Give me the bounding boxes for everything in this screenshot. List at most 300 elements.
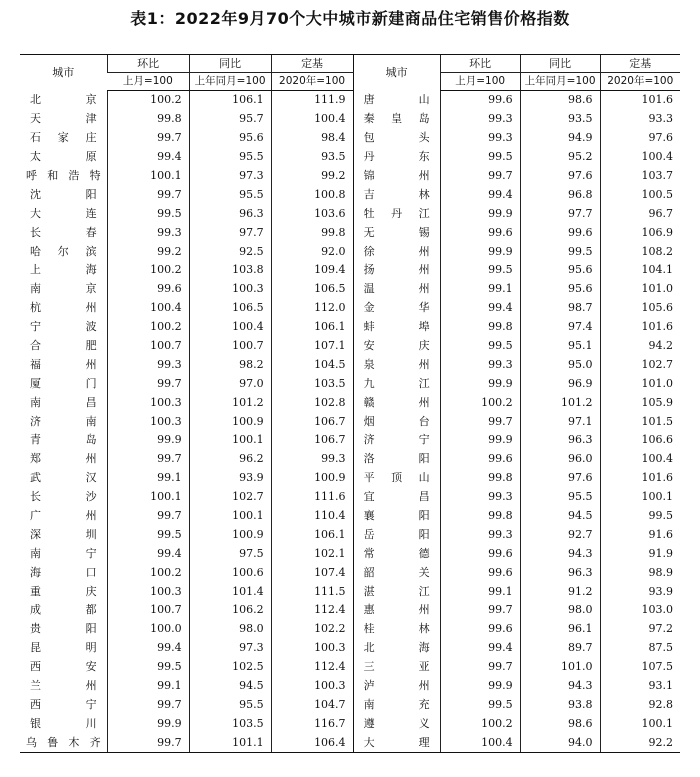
right-mom-cell: 99.8 bbox=[440, 318, 520, 337]
right-base-cell: 104.1 bbox=[600, 261, 680, 280]
table-row bbox=[20, 582, 680, 601]
right-yoy-cell: 97.6 bbox=[520, 469, 600, 488]
right-yoy-cell: 94.5 bbox=[520, 507, 600, 526]
left-yoy-cell: 95.5 bbox=[189, 148, 271, 167]
right-base-cell: 106.9 bbox=[600, 223, 680, 242]
table-body bbox=[20, 91, 680, 753]
left-city-cell: 北京 bbox=[30, 93, 97, 107]
right-mom-cell: 99.7 bbox=[440, 601, 520, 620]
left-base-cell: 99.2 bbox=[271, 167, 353, 186]
left-mom-cell: 99.3 bbox=[107, 223, 189, 242]
yoy-base-right: 上年同月=100 bbox=[520, 73, 600, 91]
right-yoy-cell: 97.6 bbox=[520, 167, 600, 186]
right-mom-cell: 99.5 bbox=[440, 148, 520, 167]
table-row bbox=[20, 412, 680, 431]
city-header-left: 城市 bbox=[20, 55, 107, 91]
right-yoy-cell: 98.6 bbox=[520, 714, 600, 733]
right-city-cell: 湛江 bbox=[353, 582, 440, 601]
left-mom-cell: 100.3 bbox=[107, 393, 189, 412]
right-base-cell: 103.0 bbox=[600, 601, 680, 620]
table-row bbox=[20, 242, 680, 261]
right-city-cell: 大理 bbox=[353, 733, 440, 752]
left-mom-cell: 100.7 bbox=[107, 601, 189, 620]
right-city-cell: 烟台 bbox=[353, 412, 440, 431]
right-yoy-cell: 96.8 bbox=[520, 185, 600, 204]
left-mom-cell: 99.7 bbox=[107, 185, 189, 204]
left-city-cell: 兰州 bbox=[30, 679, 97, 693]
table-row bbox=[20, 639, 680, 658]
left-yoy-cell: 101.1 bbox=[189, 733, 271, 752]
left-mom-cell: 99.4 bbox=[107, 148, 189, 167]
right-base-cell: 92.2 bbox=[600, 733, 680, 752]
left-mom-cell: 99.8 bbox=[107, 110, 189, 129]
right-mom-cell: 99.7 bbox=[440, 412, 520, 431]
right-base-cell: 102.7 bbox=[600, 355, 680, 374]
right-city-cell: 无锡 bbox=[353, 223, 440, 242]
left-yoy-cell: 100.1 bbox=[189, 431, 271, 450]
base-base-left: 2020年=100 bbox=[271, 73, 353, 91]
right-yoy-cell: 97.1 bbox=[520, 412, 600, 431]
right-mom-cell: 99.8 bbox=[440, 469, 520, 488]
right-base-cell: 91.6 bbox=[600, 525, 680, 544]
left-base-cell: 112.4 bbox=[271, 658, 353, 677]
left-yoy-cell: 101.4 bbox=[189, 582, 271, 601]
right-base-cell: 93.1 bbox=[600, 677, 680, 696]
right-base-cell: 101.0 bbox=[600, 374, 680, 393]
table-row bbox=[20, 544, 680, 563]
right-mom-cell: 99.9 bbox=[440, 242, 520, 261]
left-mom-cell: 99.7 bbox=[107, 374, 189, 393]
right-city-cell: 金华 bbox=[353, 299, 440, 318]
left-city-cell: 沈阳 bbox=[30, 187, 97, 201]
right-city-cell: 徐州 bbox=[353, 242, 440, 261]
left-base-cell: 100.3 bbox=[271, 639, 353, 658]
left-city-cell: 长春 bbox=[30, 225, 97, 239]
right-mom-cell: 99.3 bbox=[440, 110, 520, 129]
right-city-cell: 九江 bbox=[353, 374, 440, 393]
table-row bbox=[20, 677, 680, 696]
left-city-cell: 成都 bbox=[30, 603, 97, 617]
left-yoy-cell: 101.2 bbox=[189, 393, 271, 412]
right-city-cell: 济宁 bbox=[353, 431, 440, 450]
left-city-cell: 石家庄 bbox=[30, 131, 97, 145]
table-row bbox=[20, 110, 680, 129]
right-city-cell: 泉州 bbox=[353, 355, 440, 374]
right-mom-cell: 99.3 bbox=[440, 355, 520, 374]
left-mom-cell: 99.4 bbox=[107, 544, 189, 563]
right-mom-cell: 99.6 bbox=[440, 563, 520, 582]
table-row bbox=[20, 374, 680, 393]
right-city-cell: 洛阳 bbox=[353, 450, 440, 469]
table-row bbox=[20, 431, 680, 450]
right-yoy-cell: 93.8 bbox=[520, 696, 600, 715]
right-mom-cell: 99.1 bbox=[440, 280, 520, 299]
right-mom-cell: 99.7 bbox=[440, 658, 520, 677]
left-base-cell: 99.3 bbox=[271, 450, 353, 469]
left-yoy-cell: 103.8 bbox=[189, 261, 271, 280]
right-mom-cell: 99.8 bbox=[440, 507, 520, 526]
left-base-cell: 112.4 bbox=[271, 601, 353, 620]
left-city-cell: 太原 bbox=[30, 150, 97, 164]
right-base-cell: 99.5 bbox=[600, 507, 680, 526]
table-row bbox=[20, 185, 680, 204]
left-base-cell: 107.4 bbox=[271, 563, 353, 582]
left-base-cell: 106.1 bbox=[271, 525, 353, 544]
table-row bbox=[20, 658, 680, 677]
right-yoy-cell: 96.3 bbox=[520, 563, 600, 582]
left-city-cell: 宁波 bbox=[30, 320, 97, 334]
left-base-cell: 93.5 bbox=[271, 148, 353, 167]
left-yoy-cell: 97.3 bbox=[189, 639, 271, 658]
left-yoy-cell: 97.5 bbox=[189, 544, 271, 563]
right-mom-cell: 99.3 bbox=[440, 525, 520, 544]
right-mom-cell: 100.2 bbox=[440, 393, 520, 412]
left-base-cell: 102.2 bbox=[271, 620, 353, 639]
left-yoy-cell: 100.7 bbox=[189, 337, 271, 356]
right-base-cell: 100.4 bbox=[600, 450, 680, 469]
left-yoy-cell: 96.2 bbox=[189, 450, 271, 469]
left-yoy-cell: 92.5 bbox=[189, 242, 271, 261]
table-row bbox=[20, 167, 680, 186]
right-yoy-cell: 92.7 bbox=[520, 525, 600, 544]
right-base-cell: 91.9 bbox=[600, 544, 680, 563]
left-mom-cell: 99.3 bbox=[107, 355, 189, 374]
right-mom-cell: 99.9 bbox=[440, 677, 520, 696]
table-row bbox=[20, 318, 680, 337]
right-yoy-cell: 95.5 bbox=[520, 488, 600, 507]
right-yoy-cell: 95.6 bbox=[520, 261, 600, 280]
table-row bbox=[20, 714, 680, 733]
price-index-table bbox=[20, 54, 680, 753]
left-mom-cell: 100.2 bbox=[107, 261, 189, 280]
left-base-cell: 104.5 bbox=[271, 355, 353, 374]
left-mom-cell: 99.6 bbox=[107, 280, 189, 299]
right-base-cell: 92.8 bbox=[600, 696, 680, 715]
table-row bbox=[20, 469, 680, 488]
left-base-cell: 111.5 bbox=[271, 582, 353, 601]
table-row bbox=[20, 204, 680, 223]
right-yoy-cell: 94.0 bbox=[520, 733, 600, 752]
left-base-cell: 110.4 bbox=[271, 507, 353, 526]
right-city-cell: 温州 bbox=[353, 280, 440, 299]
left-mom-cell: 100.1 bbox=[107, 488, 189, 507]
right-city-cell: 泸州 bbox=[353, 677, 440, 696]
left-yoy-cell: 97.0 bbox=[189, 374, 271, 393]
left-city-cell: 合肥 bbox=[30, 339, 97, 353]
right-city-cell: 韶关 bbox=[353, 563, 440, 582]
left-yoy-cell: 106.5 bbox=[189, 299, 271, 318]
table-row bbox=[20, 488, 680, 507]
right-city-cell: 桂林 bbox=[353, 620, 440, 639]
left-city-cell: 重庆 bbox=[30, 584, 97, 598]
left-base-cell: 112.0 bbox=[271, 299, 353, 318]
mom-base-right: 上月=100 bbox=[440, 73, 520, 91]
right-mom-cell: 99.5 bbox=[440, 261, 520, 280]
left-base-cell: 102.1 bbox=[271, 544, 353, 563]
right-yoy-cell: 96.9 bbox=[520, 374, 600, 393]
left-city-cell: 杭州 bbox=[30, 301, 97, 315]
left-base-cell: 106.1 bbox=[271, 318, 353, 337]
right-city-cell: 赣州 bbox=[353, 393, 440, 412]
right-city-cell: 遵义 bbox=[353, 714, 440, 733]
right-base-cell: 96.7 bbox=[600, 204, 680, 223]
table-row bbox=[20, 563, 680, 582]
right-base-cell: 101.6 bbox=[600, 469, 680, 488]
left-yoy-cell: 97.3 bbox=[189, 167, 271, 186]
left-city-cell: 乌鲁木齐 bbox=[20, 733, 107, 752]
right-base-cell: 105.9 bbox=[600, 393, 680, 412]
left-city-cell: 郑州 bbox=[30, 452, 97, 466]
left-city-cell: 上海 bbox=[30, 263, 97, 277]
right-city-cell: 平顶山 bbox=[353, 469, 440, 488]
right-city-cell: 牡丹江 bbox=[353, 204, 440, 223]
right-base-cell: 87.5 bbox=[600, 639, 680, 658]
right-city-cell: 蚌埠 bbox=[353, 318, 440, 337]
right-mom-cell: 99.3 bbox=[440, 129, 520, 148]
left-mom-cell: 99.1 bbox=[107, 469, 189, 488]
right-base-cell: 106.6 bbox=[600, 431, 680, 450]
left-city-cell: 银川 bbox=[30, 716, 97, 730]
right-yoy-cell: 98.0 bbox=[520, 601, 600, 620]
left-yoy-cell: 93.9 bbox=[189, 469, 271, 488]
left-mom-cell: 99.7 bbox=[107, 733, 189, 752]
right-city-cell: 三亚 bbox=[353, 658, 440, 677]
base-header-right: 定基 bbox=[600, 55, 680, 73]
left-base-cell: 100.4 bbox=[271, 110, 353, 129]
right-mom-cell: 99.3 bbox=[440, 488, 520, 507]
right-mom-cell: 99.6 bbox=[440, 223, 520, 242]
right-city-cell: 南充 bbox=[353, 696, 440, 715]
table-title: 表1：2022年9月70个大中城市新建商品住宅销售价格指数 bbox=[130, 9, 570, 28]
right-city-cell: 北海 bbox=[353, 639, 440, 658]
right-city-cell: 吉林 bbox=[353, 185, 440, 204]
left-yoy-cell: 106.2 bbox=[189, 601, 271, 620]
left-base-cell: 103.5 bbox=[271, 374, 353, 393]
left-yoy-cell: 96.3 bbox=[189, 204, 271, 223]
right-mom-cell: 99.6 bbox=[440, 91, 520, 110]
left-city-cell: 海口 bbox=[30, 565, 97, 579]
left-city-cell: 福州 bbox=[30, 357, 97, 371]
left-city-cell: 深圳 bbox=[30, 527, 97, 541]
right-yoy-cell: 101.0 bbox=[520, 658, 600, 677]
right-yoy-cell: 89.7 bbox=[520, 639, 600, 658]
right-mom-cell: 99.7 bbox=[440, 167, 520, 186]
left-base-cell: 102.8 bbox=[271, 393, 353, 412]
table-row bbox=[20, 355, 680, 374]
left-mom-cell: 99.7 bbox=[107, 450, 189, 469]
left-yoy-cell: 94.5 bbox=[189, 677, 271, 696]
left-mom-cell: 100.1 bbox=[107, 167, 189, 186]
right-yoy-cell: 91.2 bbox=[520, 582, 600, 601]
right-base-cell: 98.9 bbox=[600, 563, 680, 582]
right-mom-cell: 99.5 bbox=[440, 337, 520, 356]
left-city-cell: 贵阳 bbox=[30, 622, 97, 636]
right-yoy-cell: 98.7 bbox=[520, 299, 600, 318]
left-city-cell: 武汉 bbox=[30, 471, 97, 485]
right-mom-cell: 99.4 bbox=[440, 299, 520, 318]
table-row bbox=[20, 733, 680, 752]
left-yoy-cell: 100.3 bbox=[189, 280, 271, 299]
left-yoy-cell: 95.6 bbox=[189, 129, 271, 148]
left-mom-cell: 99.7 bbox=[107, 129, 189, 148]
right-city-cell: 锦州 bbox=[353, 167, 440, 186]
table-row bbox=[20, 601, 680, 620]
right-mom-cell: 99.9 bbox=[440, 204, 520, 223]
right-yoy-cell: 94.9 bbox=[520, 129, 600, 148]
left-city-cell: 天津 bbox=[30, 112, 97, 126]
right-yoy-cell: 95.1 bbox=[520, 337, 600, 356]
base-base-right: 2020年=100 bbox=[600, 73, 680, 91]
table-row bbox=[20, 261, 680, 280]
left-city-cell: 昆明 bbox=[30, 641, 97, 655]
left-yoy-cell: 102.7 bbox=[189, 488, 271, 507]
left-city-cell: 西安 bbox=[30, 660, 97, 674]
right-city-cell: 宜昌 bbox=[353, 488, 440, 507]
left-base-cell: 106.5 bbox=[271, 280, 353, 299]
left-mom-cell: 99.1 bbox=[107, 677, 189, 696]
right-city-cell: 常德 bbox=[353, 544, 440, 563]
right-yoy-cell: 95.6 bbox=[520, 280, 600, 299]
left-mom-cell: 99.5 bbox=[107, 204, 189, 223]
right-base-cell: 101.5 bbox=[600, 412, 680, 431]
right-base-cell: 103.7 bbox=[600, 167, 680, 186]
right-mom-cell: 99.5 bbox=[440, 696, 520, 715]
mom-header-right: 环比 bbox=[440, 55, 520, 73]
right-base-cell: 101.6 bbox=[600, 318, 680, 337]
left-base-cell: 109.4 bbox=[271, 261, 353, 280]
left-yoy-cell: 100.4 bbox=[189, 318, 271, 337]
right-base-cell: 100.1 bbox=[600, 488, 680, 507]
left-mom-cell: 100.2 bbox=[107, 318, 189, 337]
left-mom-cell: 99.4 bbox=[107, 639, 189, 658]
left-yoy-cell: 100.9 bbox=[189, 412, 271, 431]
right-city-cell: 岳阳 bbox=[353, 525, 440, 544]
yoy-base-left: 上年同月=100 bbox=[189, 73, 271, 91]
right-base-cell: 100.5 bbox=[600, 185, 680, 204]
left-base-cell: 111.9 bbox=[271, 91, 353, 110]
right-base-cell: 93.9 bbox=[600, 582, 680, 601]
left-mom-cell: 100.2 bbox=[107, 91, 189, 110]
right-city-cell: 惠州 bbox=[353, 601, 440, 620]
left-yoy-cell: 106.1 bbox=[189, 91, 271, 110]
table-row bbox=[20, 507, 680, 526]
right-yoy-cell: 95.2 bbox=[520, 148, 600, 167]
left-base-cell: 92.0 bbox=[271, 242, 353, 261]
left-yoy-cell: 95.5 bbox=[189, 185, 271, 204]
right-base-cell: 108.2 bbox=[600, 242, 680, 261]
table-row bbox=[20, 696, 680, 715]
left-mom-cell: 100.2 bbox=[107, 563, 189, 582]
right-yoy-cell: 98.6 bbox=[520, 91, 600, 110]
right-base-cell: 105.6 bbox=[600, 299, 680, 318]
right-mom-cell: 99.4 bbox=[440, 639, 520, 658]
left-yoy-cell: 103.5 bbox=[189, 714, 271, 733]
yoy-header-left: 同比 bbox=[189, 55, 271, 73]
left-base-cell: 98.4 bbox=[271, 129, 353, 148]
left-base-cell: 104.7 bbox=[271, 696, 353, 715]
right-yoy-cell: 97.4 bbox=[520, 318, 600, 337]
left-mom-cell: 99.9 bbox=[107, 714, 189, 733]
left-mom-cell: 99.5 bbox=[107, 658, 189, 677]
right-yoy-cell: 99.6 bbox=[520, 223, 600, 242]
right-mom-cell: 99.6 bbox=[440, 544, 520, 563]
right-base-cell: 100.4 bbox=[600, 148, 680, 167]
city-header-right: 城市 bbox=[353, 55, 440, 91]
left-base-cell: 99.8 bbox=[271, 223, 353, 242]
right-city-cell: 安庆 bbox=[353, 337, 440, 356]
left-city-cell: 大连 bbox=[30, 206, 97, 220]
right-base-cell: 100.1 bbox=[600, 714, 680, 733]
left-mom-cell: 100.7 bbox=[107, 337, 189, 356]
left-city-cell: 南京 bbox=[30, 282, 97, 296]
right-yoy-cell: 93.5 bbox=[520, 110, 600, 129]
left-base-cell: 111.6 bbox=[271, 488, 353, 507]
table-row bbox=[20, 393, 680, 412]
left-mom-cell: 99.5 bbox=[107, 525, 189, 544]
left-city-cell: 长沙 bbox=[30, 490, 97, 504]
right-yoy-cell: 94.3 bbox=[520, 544, 600, 563]
left-yoy-cell: 100.9 bbox=[189, 525, 271, 544]
right-base-cell: 97.2 bbox=[600, 620, 680, 639]
mom-base-left: 上月=100 bbox=[107, 73, 189, 91]
right-base-cell: 93.3 bbox=[600, 110, 680, 129]
table-row bbox=[20, 91, 680, 110]
left-yoy-cell: 97.7 bbox=[189, 223, 271, 242]
left-city-cell: 呼和浩特 bbox=[26, 169, 101, 182]
right-city-cell: 丹东 bbox=[353, 148, 440, 167]
left-mom-cell: 100.0 bbox=[107, 620, 189, 639]
right-mom-cell: 99.9 bbox=[440, 431, 520, 450]
right-base-cell: 101.6 bbox=[600, 91, 680, 110]
table-row bbox=[20, 620, 680, 639]
table-row bbox=[20, 223, 680, 242]
left-mom-cell: 100.4 bbox=[107, 299, 189, 318]
left-mom-cell: 99.9 bbox=[107, 431, 189, 450]
right-yoy-cell: 97.7 bbox=[520, 204, 600, 223]
left-city-cell: 厦门 bbox=[30, 376, 97, 390]
left-base-cell: 103.6 bbox=[271, 204, 353, 223]
left-base-cell: 107.1 bbox=[271, 337, 353, 356]
left-mom-cell: 99.7 bbox=[107, 507, 189, 526]
right-base-cell: 107.5 bbox=[600, 658, 680, 677]
mom-header-left: 环比 bbox=[107, 55, 189, 73]
right-city-cell: 襄阳 bbox=[353, 507, 440, 526]
left-city-cell: 南昌 bbox=[30, 395, 97, 409]
left-mom-cell: 100.3 bbox=[107, 582, 189, 601]
table-row bbox=[20, 337, 680, 356]
right-yoy-cell: 101.2 bbox=[520, 393, 600, 412]
right-mom-cell: 100.4 bbox=[440, 733, 520, 752]
left-mom-cell: 99.7 bbox=[107, 696, 189, 715]
left-yoy-cell: 95.5 bbox=[189, 696, 271, 715]
right-yoy-cell: 96.1 bbox=[520, 620, 600, 639]
left-mom-cell: 99.2 bbox=[107, 242, 189, 261]
right-mom-cell: 99.6 bbox=[440, 450, 520, 469]
left-yoy-cell: 102.5 bbox=[189, 658, 271, 677]
left-yoy-cell: 98.0 bbox=[189, 620, 271, 639]
left-yoy-cell: 100.1 bbox=[189, 507, 271, 526]
right-yoy-cell: 99.5 bbox=[520, 242, 600, 261]
left-yoy-cell: 100.6 bbox=[189, 563, 271, 582]
right-mom-cell: 99.9 bbox=[440, 374, 520, 393]
left-yoy-cell: 98.2 bbox=[189, 355, 271, 374]
right-mom-cell: 99.1 bbox=[440, 582, 520, 601]
left-base-cell: 116.7 bbox=[271, 714, 353, 733]
left-city-cell: 济南 bbox=[30, 414, 97, 428]
table-row bbox=[20, 129, 680, 148]
yoy-header-right: 同比 bbox=[520, 55, 600, 73]
right-mom-cell: 99.4 bbox=[440, 185, 520, 204]
